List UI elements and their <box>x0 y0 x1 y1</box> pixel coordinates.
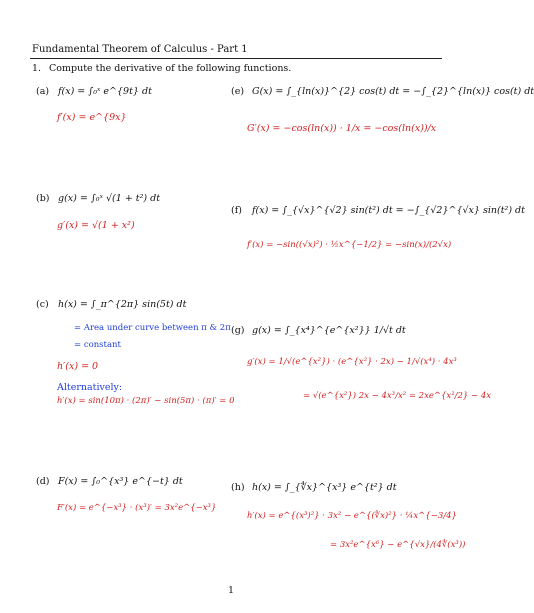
header-rule <box>30 58 442 59</box>
problem-label: (f) <box>231 205 242 216</box>
problem-label: (a) <box>36 86 50 97</box>
page-number: 1 <box>228 585 235 596</box>
problem-answer: g′(x) = 1/√(e^{x²}) · (e^{x²} · 2x) − 1/√(x⁴) · 4x³ <box>247 357 457 367</box>
problem-label: (c) <box>36 299 49 310</box>
problem-label: (h) <box>231 482 245 493</box>
problem-alt-label: Alternatively: <box>57 382 123 393</box>
problem-answer: h′(x) = 0 <box>57 361 99 372</box>
problem-label: (b) <box>36 193 50 204</box>
problem-label: (d) <box>36 476 50 487</box>
question-number: 1. <box>32 63 42 74</box>
page-title: Fundamental Theorem of Calculus - Part 1 <box>32 44 248 55</box>
problem-definition: h(x) = ∫_π^{2π} sin(5t) dt <box>58 299 187 310</box>
problem-answer-cont: = 3x²e^{x⁶} − e^{√x}/(4∜(x³)) <box>330 540 466 550</box>
problem-definition: h(x) = ∫_{∜x}^{x³} e^{t²} dt <box>252 482 397 493</box>
question-prompt: Compute the derivative of the following functions. <box>49 63 292 74</box>
problem-answer: f′(x) = e^{9x} <box>57 112 127 123</box>
problem-label: (g) <box>231 325 245 336</box>
problem-answer: G′(x) = −cos(ln(x)) · 1/x = −cos(ln(x))/x <box>247 123 437 134</box>
problem-answer: h′(x) = e^{(x³)²} · 3x² − e^{(∜x)²} · ¼x^{−3/4} <box>247 511 457 521</box>
problem-answer: f′(x) = −sin((√x)²) · ½x^{−1/2} = −sin(x)/(2√x) <box>247 240 452 250</box>
problem-note: = constant <box>74 340 121 350</box>
problem-answer: g′(x) = √(1 + x²) <box>57 220 135 231</box>
problem-definition: g(x) = ∫₀ˣ √(1 + t²) dt <box>58 193 161 204</box>
problem-definition: f(x) = ∫_{√x}^{√2} sin(t²) dt = −∫_{√2}^{√x} sin(t²) dt <box>252 205 525 216</box>
problem-label: (e) <box>231 86 245 97</box>
problem-definition: F(x) = ∫₀^{x³} e^{−t} dt <box>58 476 183 487</box>
problem-alt-answer: h′(x) = sin(10π) · (2π)′ − sin(5π) · (π)′ = 0 <box>57 396 235 406</box>
problem-answer: F′(x) = e^{−x³} · (x³)′ = 3x²e^{−x³} <box>57 503 217 513</box>
problem-definition: G(x) = ∫_{ln(x)}^{2} cos(t) dt = −∫_{2}^{ln(x)} cos(t) dt <box>252 86 534 97</box>
problem-definition: g(x) = ∫_{x⁴}^{e^{x²}} 1/√t dt <box>252 325 406 336</box>
problem-answer-cont: = √(e^{x²}) 2x − 4x³/x² = 2xe^{x²/2} − 4x <box>303 391 492 401</box>
problem-note: = Area under curve between π & 2π <box>74 323 231 333</box>
problem-definition: f(x) = ∫₀ˣ e^{9t} dt <box>58 86 152 97</box>
